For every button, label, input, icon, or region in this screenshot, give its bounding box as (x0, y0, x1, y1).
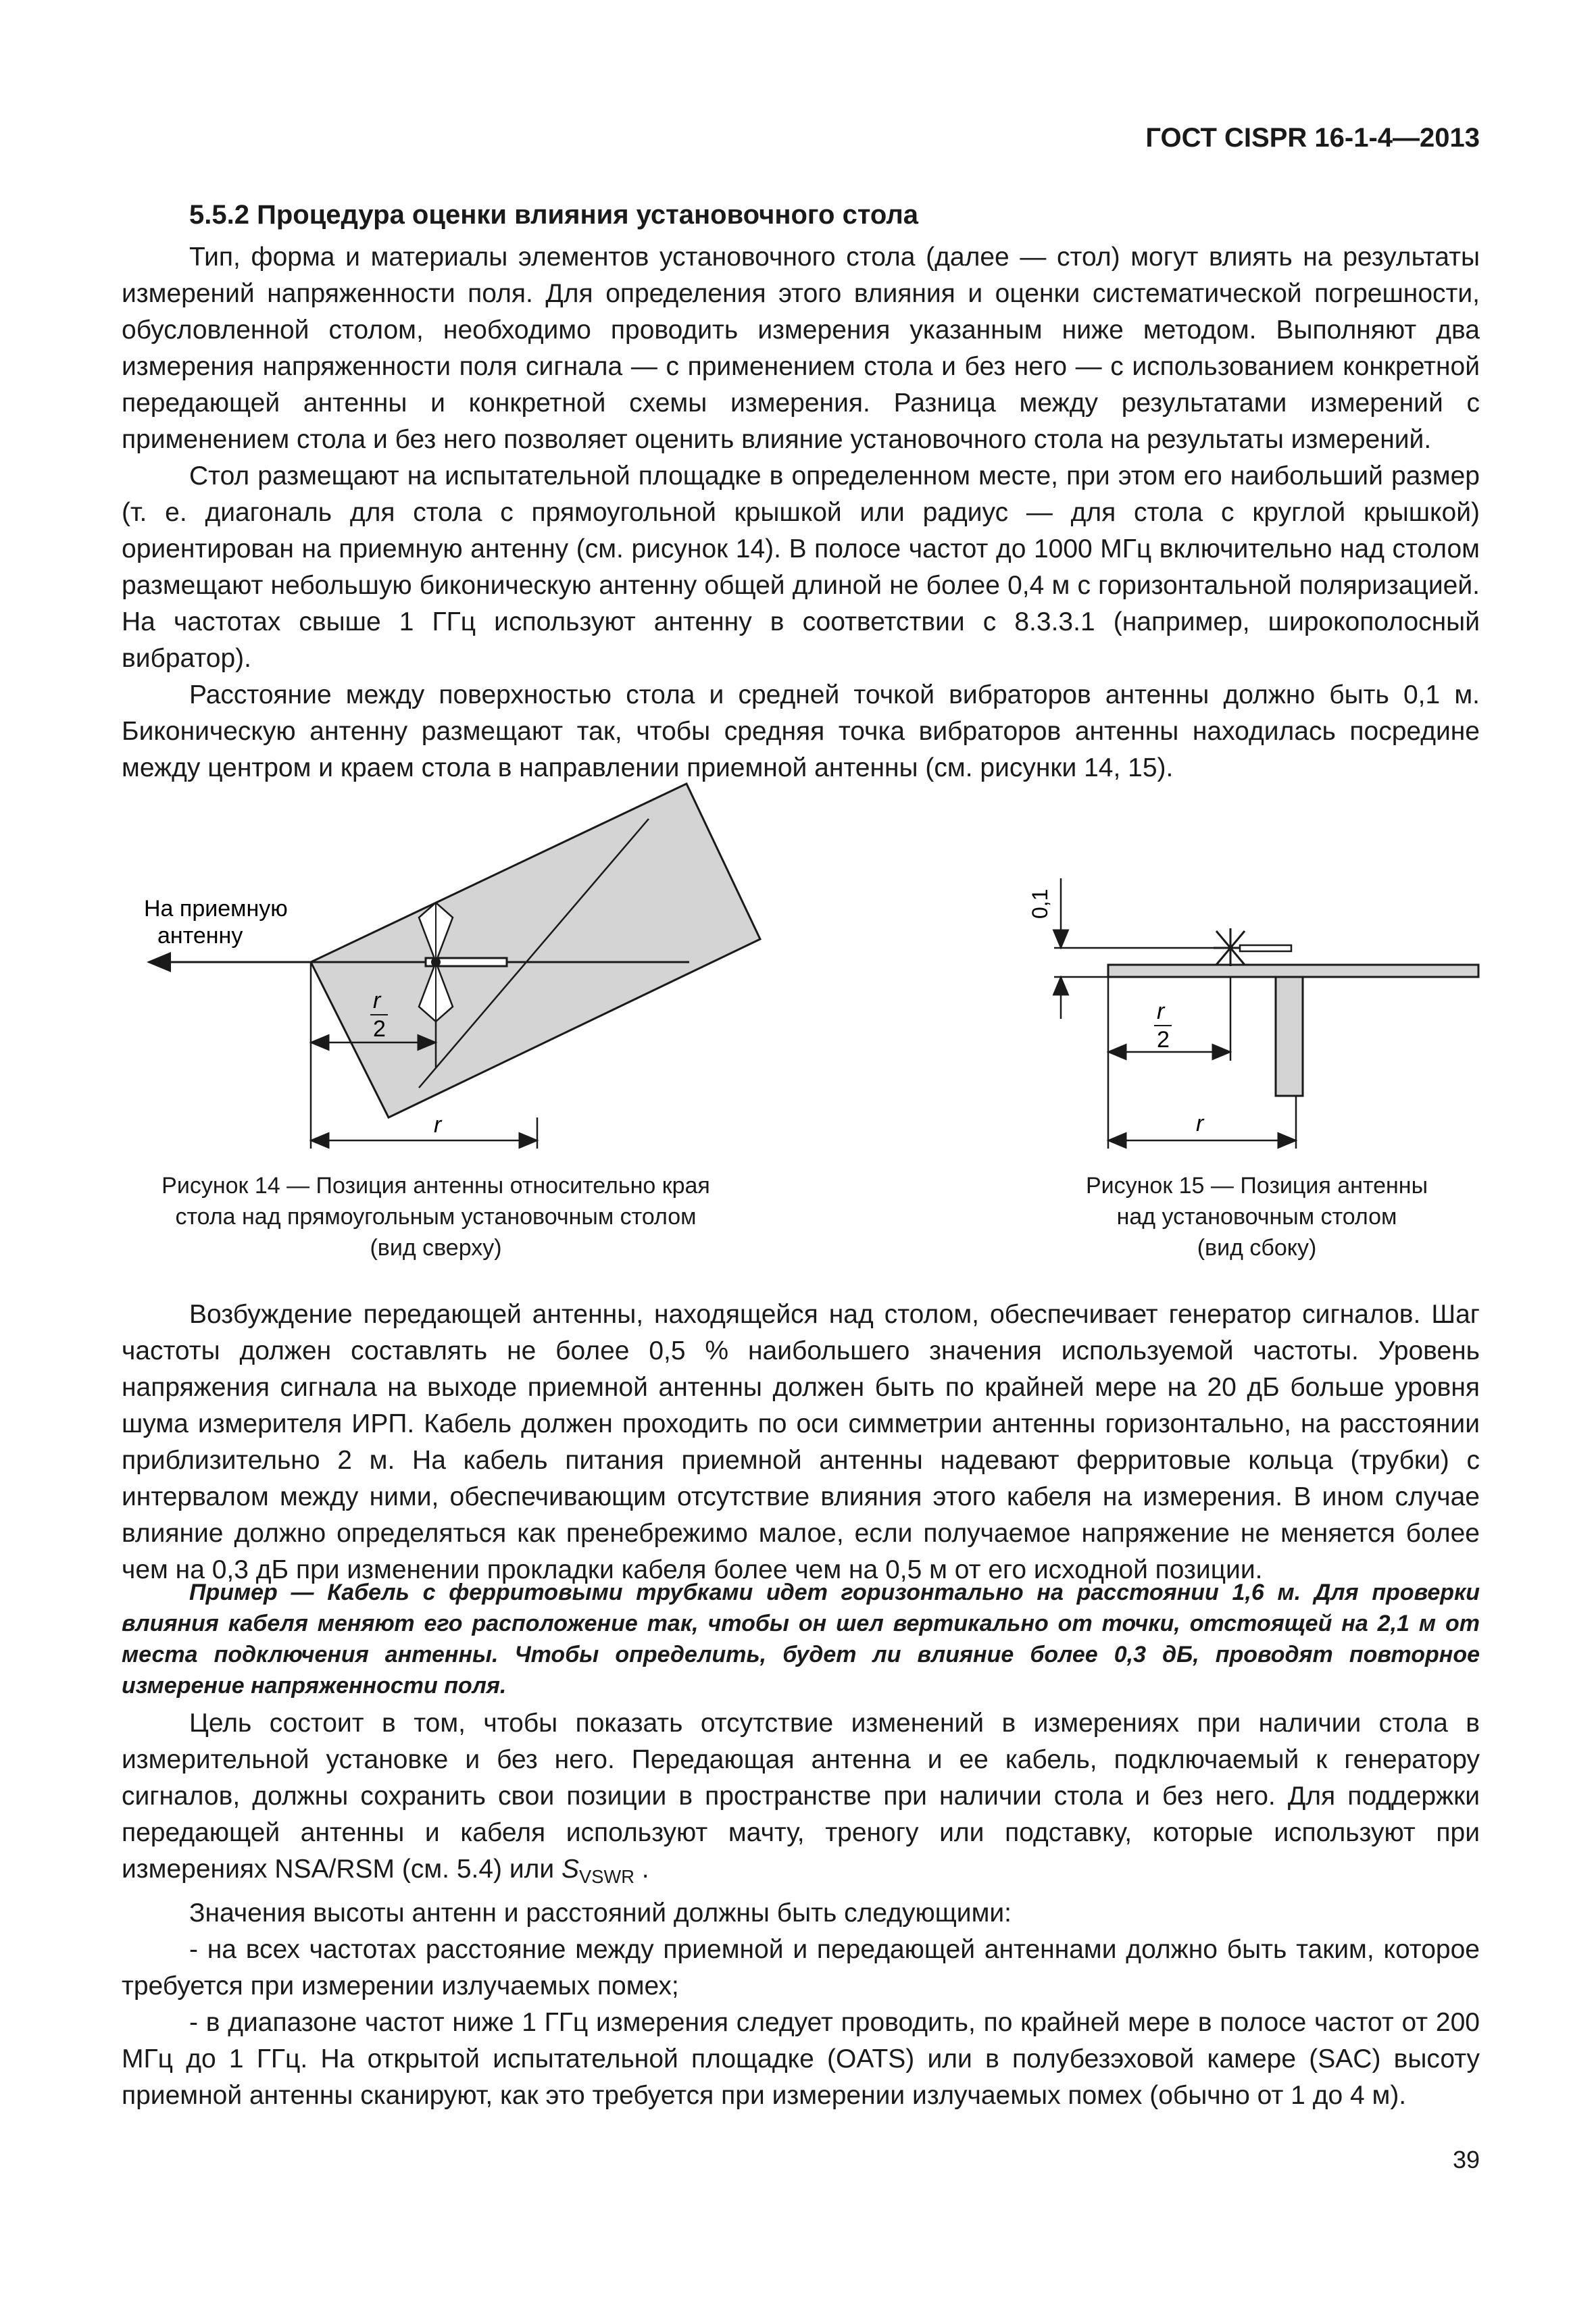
arrow-label-line2: антенну (157, 923, 243, 949)
caption-line: стола над прямоугольным установочным столом (175, 1204, 697, 1230)
caption-line: (вид сбоку) (1197, 1235, 1317, 1261)
r-label: r (434, 1112, 442, 1138)
section-title: 5.5.2 Процедура оценки влияния установочного стола (189, 200, 919, 230)
body-text-top (122, 239, 1480, 786)
antenna-star-icon (1214, 928, 1291, 966)
paragraph: Значения высоты антенн и расстояний должны быть следующими: (189, 1898, 1012, 1928)
half-r-denominator: 2 (373, 1016, 386, 1042)
bullet-item: - в диапазоне частот ниже 1 ГГц измерения следует проводить, по крайней мере в полосе частот от 200 МГц до 1 ГГц. На открытой испытательной площадке (OATS) или в полубезэховой камере (SAC) высоту приемной антенны сканируют, как это требуется при измерении излучаемых помех (обычно от 1 до 4 м). (122, 2008, 1480, 2110)
body-text-bottom (122, 1705, 1480, 2114)
s-symbol: S (562, 1855, 580, 1884)
table-top-side (1108, 965, 1478, 977)
bullet-item: - на всех частотах расстояние между приемной и передающей антеннами должно быть таким, которое требуется при измерении излучаемых помех; (122, 1935, 1480, 2001)
page-number: 39 (1452, 2146, 1480, 2173)
paragraph (122, 1705, 1480, 1895)
paragraph: Возбуждение передающей антенны, находящейся над столом, обеспечивает генератор сигналов. Шаг частоты должен составлять не более 0,5 % наибольшего значения используемой частоты. Уровень напряжения сигнала на выходе приемной антенны должен быть по крайней мере на 20 дБ больше уровня шума измерителя ИРП. Кабель должен проходить по оси симметрии антенны горизонтально, на расстоянии приблизительно 2 м. На кабель питания приемной антенны надевают ферритовые кольца (трубки) с интервалом между ними, обеспечивающим отсутствие влияния этого кабеля на измерения. В ином случае влияние должно определяться как пренебрежимо малое, если получаемое напряжение не меняется более чем на 0,3 дБ при изменении прокладки кабеля более чем на 0,5 м от его исходной позиции. (122, 1300, 1480, 1584)
paragraph: Расстояние между поверхностью стола и средней точкой вибраторов антенны должно быть 0,1 м. Биконическую антенну размещают так, чтобы средняя точка вибраторов антенны находилась посредине между центром и краем стола в направлении приемной антенны (см. рисунки 14, 15). (122, 680, 1480, 782)
paragraph-text: Цель состоит в том, чтобы показать отсутствие изменений в измерениях при наличии стола в измерительной установке и без него. Передающая антенна и ее кабель, подключаемый к генератору сигналов, должны сохранить свои позиции в пространстве при наличии стола и без него. Для поддержки передающей антенны и кабеля используют мачту, треногу или подставку, которые используют при измерениях NSA/RSM (см. 5.4) или (122, 1709, 1480, 1884)
half-r-numerator: r (373, 988, 381, 1013)
figure-14-caption (122, 1170, 750, 1263)
figure-14-diagram (101, 770, 777, 1176)
half-r-numerator: r (1157, 999, 1165, 1024)
caption-line: Рисунок 15 — Позиция антенны (1085, 1173, 1428, 1199)
paragraph: Стол размещают на испытательной площадке в определенном месте, при этом его наибольший размер (т. е. диагональ для стола с прямоугольной крышкой или радиус — для стола с круглой крышкой) ориентирован на приемную антенну (см. рисунок 14). В полосе частот до 1000 МГц включительно над столом размещают небольшую биконическую антенну общей длиной не более 0,4 м с горизонтальной поляризацией. На частотах свыше 1 ГГц используют антенну в соответствии с 8.3.3.1 (например, широкополосный вибратор). (122, 461, 1480, 673)
figure-15-diagram (1014, 858, 1500, 1162)
arrow-label-line1: На приемную (144, 896, 288, 922)
caption-line: над установочным столом (1116, 1204, 1397, 1230)
height-label: 0,1 (1028, 888, 1052, 919)
caption-line: Рисунок 14 — Позиция антенны относительно края (161, 1173, 710, 1199)
caption-line: (вид сверху) (370, 1235, 502, 1261)
body-text-mid (122, 1297, 1480, 1588)
half-r-denominator: 2 (1157, 1027, 1170, 1053)
document-header: ГОСТ CISPR 16-1-4—2013 (1145, 123, 1480, 153)
r-label: r (1196, 1111, 1204, 1136)
s-end: . (634, 1855, 649, 1884)
table-leg (1276, 977, 1303, 1096)
figure-15-caption (1034, 1170, 1480, 1263)
paragraph: Тип, форма и материалы элементов установочного стола (далее — стол) могут влиять на результаты измерений напряженности поля. Для определения этого влияния и оценки систематической погрешности, обусловленной столом, необходимо проводить измерения указанным ниже методом. Выполняют два измерения напряженности поля сигнала — с применением стола и без него — с использованием конкретной передающей антенны и конкретной схемы измерения. Разница между результатами измерений с применением стола и без него позволяет оценить влияние установочного стола на результаты измерений. (122, 243, 1480, 454)
s-subscript: VSWR (579, 1866, 634, 1887)
example-note: Пример — Кабель с ферритовыми трубками идет горизонтально на расстоянии 1,6 м. Для проверки влияния кабеля меняют его расположение так, чтобы он шел вертикально от точки, отстоящей на 2,1 м от места подключения антенны. Чтобы определить, будет ли влияние более 0,3 дБ, проводят повторное измерение напряженности поля. (122, 1580, 1480, 1699)
